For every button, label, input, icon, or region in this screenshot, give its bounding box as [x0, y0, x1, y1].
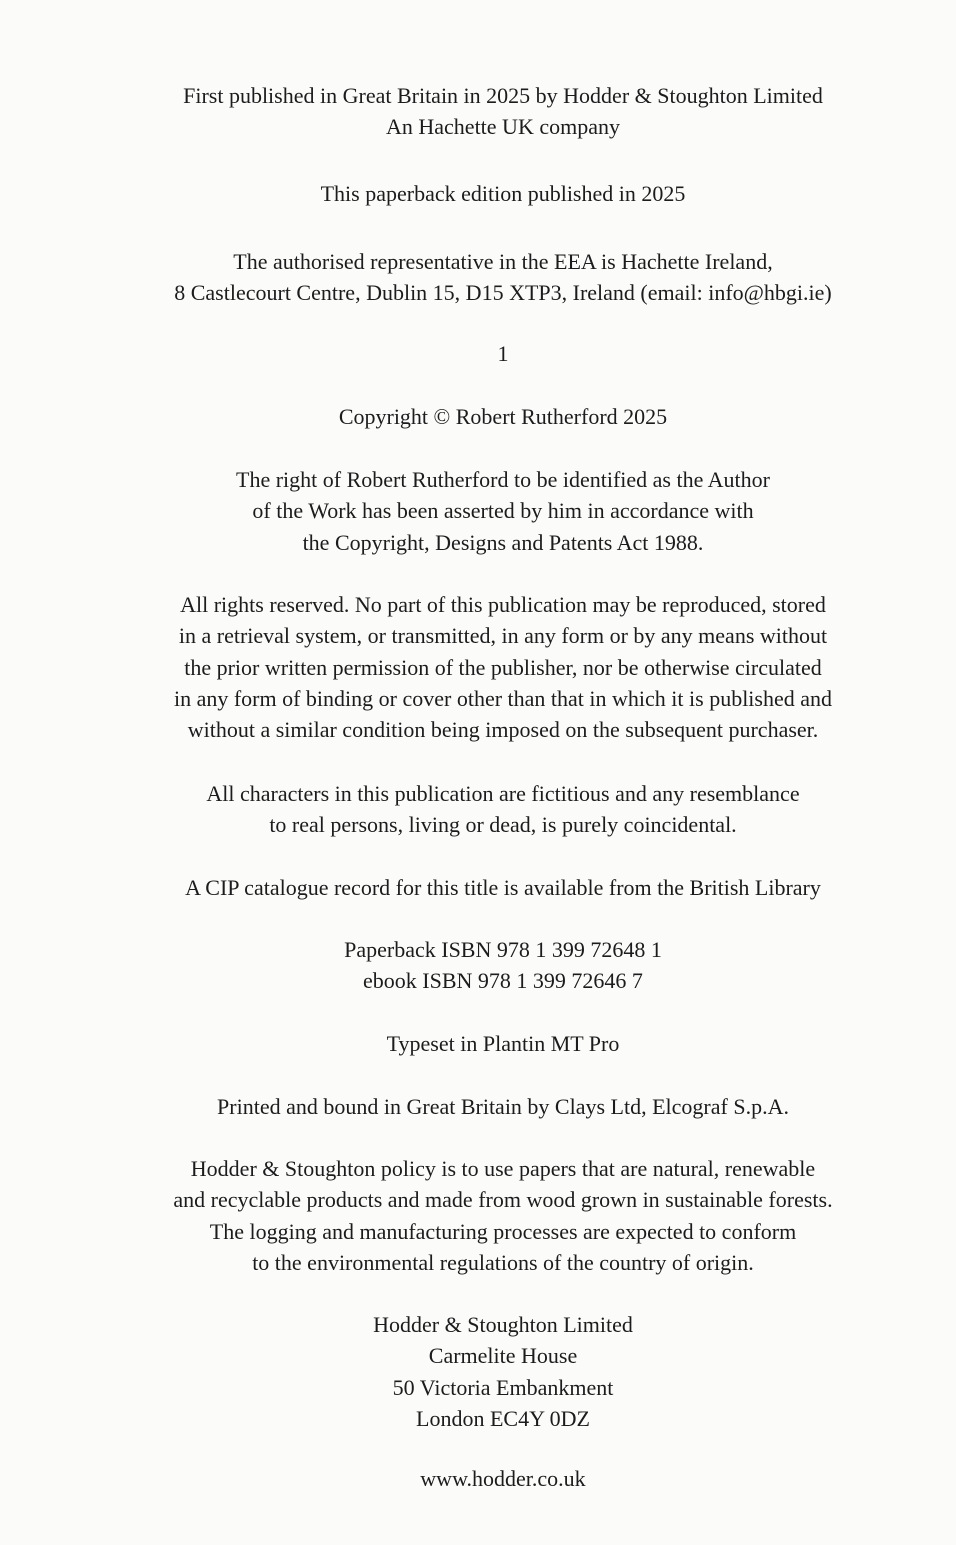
paper-policy-line: and recyclable products and made from wood grown in sustainable forests. [173, 1187, 833, 1213]
fiction-disclaimer-line: All characters in this publication are fictitious and any resemblance [206, 781, 800, 806]
typeset-line: Typeset in Plantin MT Pro [386, 1031, 620, 1056]
website-block [50, 1463, 956, 1494]
print-number-line: 1 [497, 341, 509, 366]
fiction-disclaimer-line: to real persons, living or dead, is purely coincidental. [269, 812, 737, 838]
edition-line: This paperback edition published in 2025 [320, 181, 686, 206]
eea-representative-line: 8 Castlecourt Centre, Dublin 15, D15 XTP3, Ireland (email: info@hbgi.ie) [174, 280, 832, 306]
copyright-block [50, 401, 956, 432]
cip-block [50, 872, 956, 903]
fiction-disclaimer-block [50, 778, 956, 841]
moral-rights-block [50, 464, 956, 558]
publication-line: First published in Great Britain in 2025 by Hodder & Stoughton Limited [183, 83, 823, 108]
paper-policy-line: to the environmental regulations of the country of origin. [252, 1249, 754, 1275]
moral-rights-line: The right of Robert Rutherford to be identified as the Author [236, 467, 770, 492]
typeset-block [50, 1028, 956, 1059]
rights-reserved-line: All rights reserved. No part of this publication may be reproduced, stored [180, 592, 826, 617]
publication-line: An Hachette UK company [386, 114, 620, 140]
paper-policy-line: Hodder & Stoughton policy is to use papers that are natural, renewable [190, 1156, 816, 1181]
print-number-block [50, 338, 956, 369]
publisher-address-line: Carmelite House [428, 1343, 578, 1369]
moral-rights-line: of the Work has been asserted by him in accordance with [252, 498, 754, 524]
edition-block [50, 178, 956, 209]
publisher-address-line: 50 Victoria Embankment [392, 1374, 614, 1400]
rights-reserved-line: in any form of binding or cover other than that in which it is published and [173, 685, 833, 711]
copyright-line: Copyright © Robert Rutherford 2025 [338, 404, 668, 429]
publication-block [50, 80, 956, 143]
cip-line: A CIP catalogue record for this title is available from the British Library [185, 875, 821, 900]
publisher-address-line: London EC4Y 0DZ [416, 1405, 590, 1431]
paper-policy-line: The logging and manufacturing processes are expected to conform [209, 1218, 797, 1244]
eea-representative-line: The authorised representative in the EEA is Hachette Ireland, [233, 249, 773, 274]
website-line[interactable]: www.hodder.co.uk [420, 1466, 586, 1491]
rights-reserved-line: without a similar condition being imposed on the subsequent purchaser. [187, 717, 819, 743]
isbn-line: ebook ISBN 978 1 399 72646 7 [363, 968, 643, 994]
printer-block [50, 1091, 956, 1122]
publisher-address-line: Hodder & Stoughton Limited [373, 1312, 633, 1337]
isbn-line: Paperback ISBN 978 1 399 72648 1 [344, 937, 662, 962]
moral-rights-line: the Copyright, Designs and Patents Act 1988. [302, 529, 704, 555]
eea-representative-block [50, 246, 956, 309]
rights-reserved-line: in a retrieval system, or transmitted, in any form or by any means without [178, 623, 828, 649]
isbn-block [50, 934, 956, 997]
publisher-address-block [50, 1309, 956, 1434]
rights-reserved-line: the prior written permission of the publisher, nor be otherwise circulated [184, 654, 822, 680]
rights-reserved-block [50, 589, 956, 745]
printer-line: Printed and bound in Great Britain by Clays Ltd, Elcograf S.p.A. [217, 1094, 789, 1119]
paper-policy-block [50, 1153, 956, 1278]
